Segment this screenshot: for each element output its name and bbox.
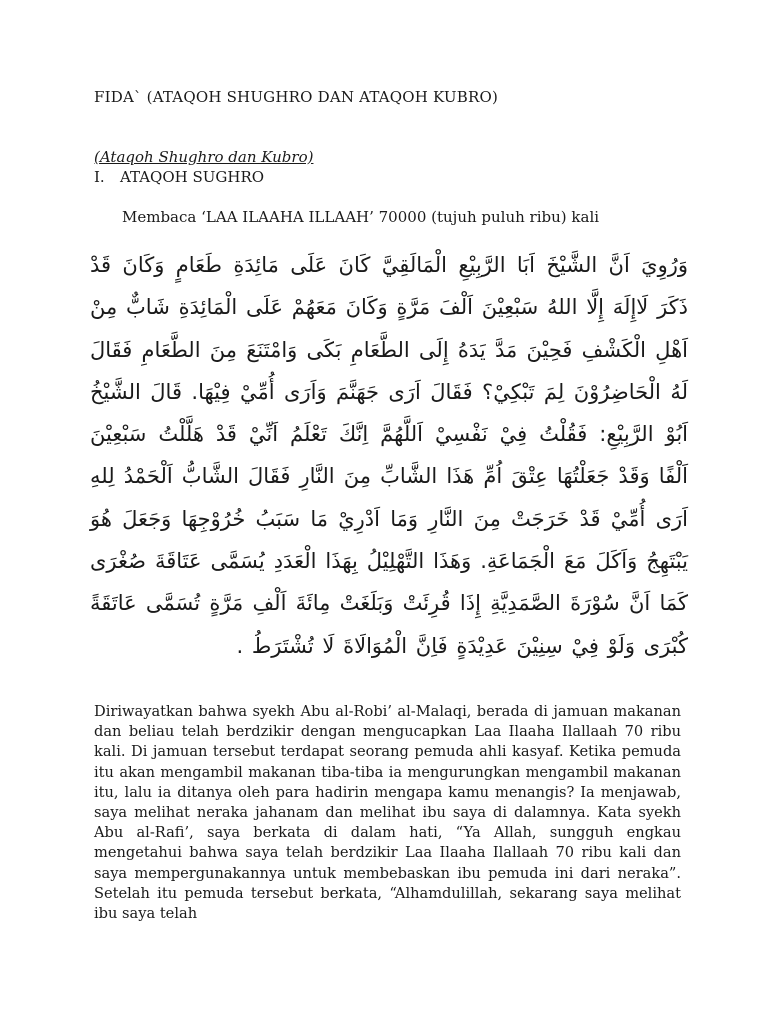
section-heading	[94, 168, 264, 186]
section-number: I.	[94, 168, 105, 186]
document-title: FIDA` (ATAQOH SHUGHRO DAN ATAQOH KUBRO)	[94, 88, 499, 106]
section-title: ATAQOH SUGHRO	[120, 168, 265, 186]
instruction-line: Membaca ‘LAA ILAAHA ILLAAH’ 70000 (tujuh puluh ribu) kali	[122, 208, 600, 226]
arabic-text-block: وَرُوِيَ اَنَّ الشَّيْخَ اَبَا الرَّبِيْعِ الْمَالَقِيَّ كَانَ عَلَى مَائِدَةِ طَعَامٍ وَكَانَ قَدْ ذَكَرَ لَاإِلَهَ إِلَّا اللهُ سَبْعِيْنَ اَلْفَ مَرَّةٍ وَكَانَ مَعَهُمْ عَلَى الْمَائِدَةِ شَابٌّ مِنْ اَهْلِ الْكَشْفِ فَحِيْنَ مَدَّ يَدَهُ إِلَى الطَّعَامِ بَكَى وَامْتَنَعَ مِنَ الطَّعَامِ فَقَالَ لَهُ الْحَاضِرُوْنَ لِمَ تَبْكِيْ؟ فَقَالَ اَرَى جَهَنَّمَ وَاَرَى أُمِّيْ فِيْهَا. قَالَ الشَّيْخُ اَبُوْ الرَّبِيْعِ: فَقُلْتُ فِيْ نَفْسِيْ اَللَّهُمَّ اِنَّكَ تَعْلَمُ اَنِّيْ قَدْ هَلَّلْتُ سَبْعِيْنَ اَلْفًا وَقَدْ جَعَلْتُهَا عِتْقَ اُمِّ هَذَا الشَّابِّ مِنَ النَّارِ فَقَالَ الشَّابُّ اَلْحَمْدُ لِلهِ اَرَى أُمِّيْ قَدْ خَرَجَتْ مِنَ النَّارِ وَمَا اَدْرِيْ مَا سَبَبُ خُرُوْجِهَا وَجَعَلَ هُوَ يَبْتَهِجُ وَاَكَلَ مَعَ الْجَمَاعَةِ. وَهَذَا التَّهْلِيْلُ بِهَذَا الْعَدَدِ يُسَمَّى عَتَاقَةَ صُغْرَى كَمَا اَنَّ سُوْرَةَ الصَّمَدِيَّةِ إِذَا قُرِئَتْ وَبَلَغَتْ مِائَةَ اَلْفِ مَرَّةٍ تُسَمَّى عَاتَقَةً كُبْرَى وَلَوْ فِيْ سِنِيْنَ عَدِيْدَةٍ فَاِنَّ الْمُوَالَاةَ لَا تُشْتَرَطُ .	[90, 253, 688, 658]
translation-paragraph: Diriwayatkan bahwa syekh Abu al-Robi’ al-Malaqi, berada di jamuan makanan dan beliau telah berdzikir dengan mengucapkan Laa Ilaaha Ilallaah 70 ribu kali. Di jamuan tersebut terdapat seorang pemuda ahli kasyaf. Ketika pemuda itu akan mengambil makanan tiba-tiba ia mengurungkan mengambil makanan itu, lalu ia ditanya oleh para hadirin mengapa kamu menangis? Ia menjawab, saya melihat neraka jahanam dan melihat ibu saya di dalamnya. Kata syekh Abu al-Rafi’, saya berkata di dalam hati, “Ya Allah, sungguh engkau mengetahui bahwa saya telah berdzikir Laa Ilaaha Ilallaah 70 ribu kali dan saya mempergunakannya untuk membebaskan ibu pemuda ini dari neraka”. Setelah itu pemuda tersebut berkata, “Alhamdulillah, sekarang saya melihat ibu saya telah	[94, 703, 681, 923]
document-subtitle: (Ataqoh Shughro dan Kubro)	[94, 148, 314, 166]
